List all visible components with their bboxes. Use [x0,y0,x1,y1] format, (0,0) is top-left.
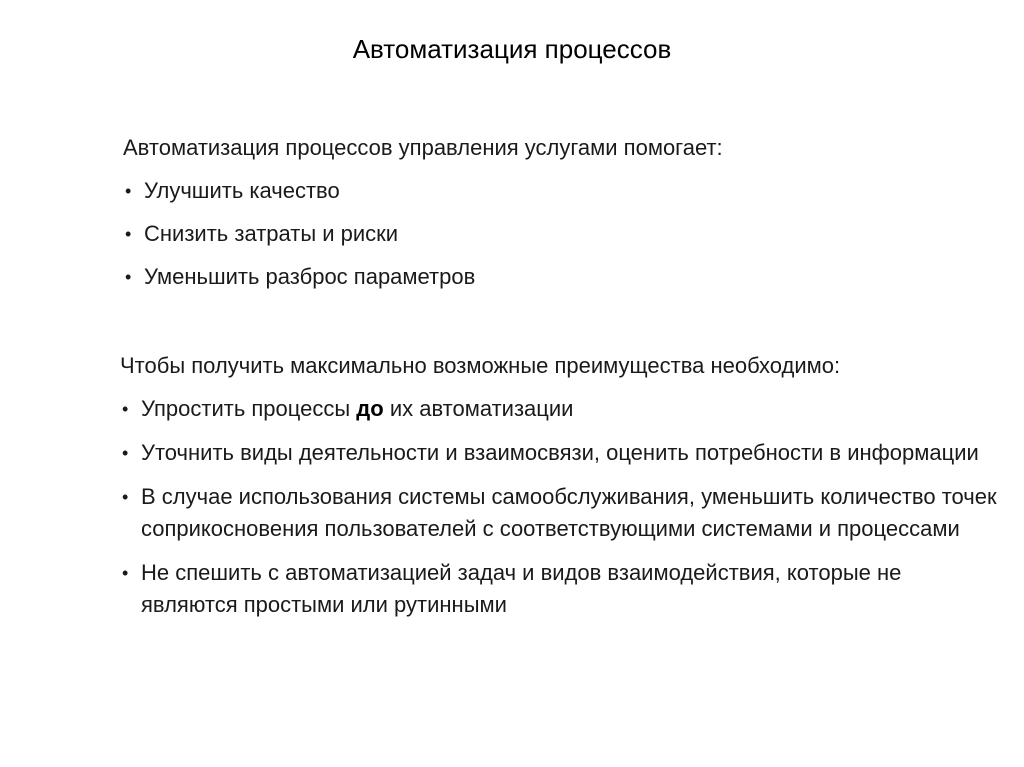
list-item-text: Улучшить качество [144,178,340,203]
list-item-text: В случае использования системы самообслуживания, уменьшить количество точек соприкосновения пользователей с соответствующими системами и процессами [141,484,997,541]
list-item-text-before: Упростить процессы [141,396,357,421]
list-item-text: Не спешить с автоматизацией задач и видов взаимодействия, которые не являются простыми или рутинными [141,560,902,617]
bullet-icon: • [122,399,129,419]
benefits-list [123,175,983,293]
list-item [120,393,1000,425]
bullet-icon: • [125,181,132,201]
list-item [123,175,983,207]
benefits-section [123,132,983,304]
list-item [120,481,1000,545]
bullet-icon: • [122,563,129,583]
list-item-text: Уменьшить разброс параметров [144,264,476,289]
list-item-text-after: их автоматизации [383,396,574,421]
list-item-text: Уточнить виды деятельности и взаимосвязи, оценить потребности в информации [141,440,979,465]
emphasis-text: до [356,396,384,421]
bullet-icon: • [125,267,132,287]
list-item [120,557,1000,621]
requirements-list [120,393,1000,621]
list-item [123,261,983,293]
list-item [120,437,1000,469]
bullet-icon: • [122,487,129,507]
slide-title: Автоматизация процессов [352,34,672,64]
benefits-intro: Автоматизация процессов управления услугами помогает: [123,135,723,160]
bullet-icon: • [125,224,132,244]
requirements-section [120,350,1000,633]
bullet-icon: • [122,443,129,463]
list-item-text: Снизить затраты и риски [144,221,399,246]
list-item [123,218,983,250]
requirements-intro: Чтобы получить максимально возможные преимущества необходимо: [120,353,841,378]
